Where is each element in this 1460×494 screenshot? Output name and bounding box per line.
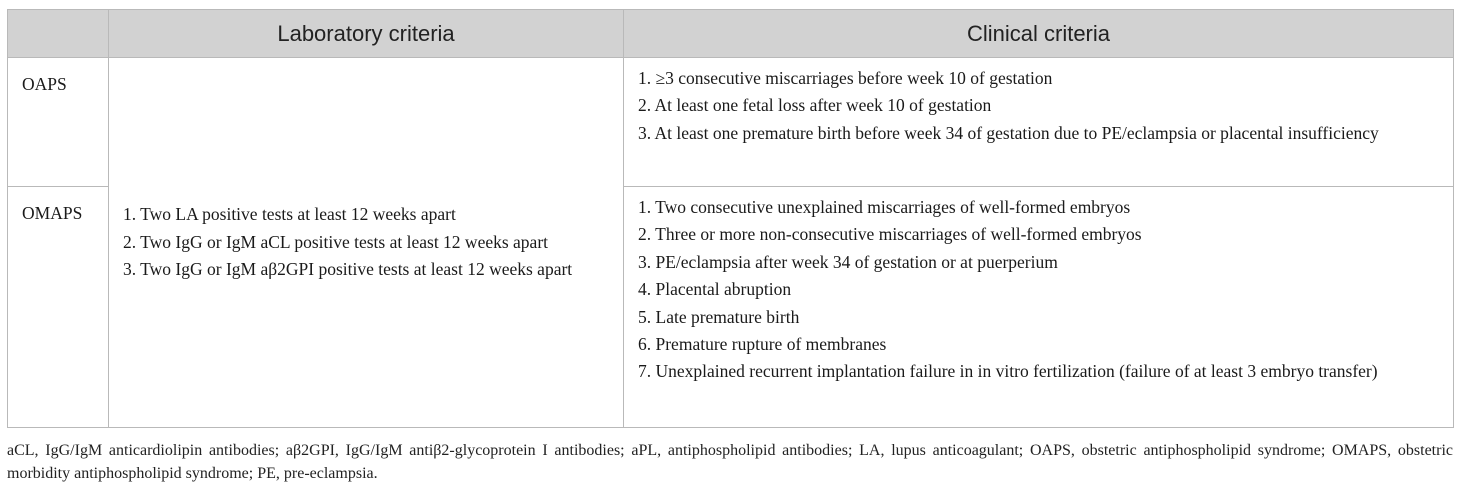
- omaps-item-6: 6. Premature rupture of membranes: [638, 334, 887, 355]
- header-clinical: Clinical criteria: [624, 10, 1454, 58]
- header-row: [8, 10, 1454, 58]
- lab-item-2: 2. Two IgG or IgM aCL positive tests at least 12 weeks apart: [123, 231, 549, 252]
- oaps-item-2: 2. At least one fetal loss after week 10 of gestation: [638, 95, 992, 116]
- lab-item-3: 3. Two IgG or IgM aβ2GPI positive tests at least 12 weeks apart: [123, 259, 573, 280]
- lab-item-1: 1. Two LA positive tests at least 12 weeks apart: [123, 204, 456, 225]
- header-laboratory: Laboratory criteria: [109, 10, 624, 58]
- criteria-table: [7, 9, 1454, 428]
- clinical-criteria-oaps: [624, 58, 1454, 187]
- table-footnote: aCL, IgG/IgM anticardiolipin antibodies; aβ2GPI, IgG/IgM antiβ2-glycoprotein I antibodies; aPL, antiphospholipid antibodies; LA, lupus anticoagulant; OAPS, obstetric antiphospholipid syndrome; OMAPS, obstetric morbidity antiphospholipid syndrome; PE, pre-eclampsia.: [7, 442, 1453, 482]
- row-label-oaps: OAPS: [8, 58, 109, 187]
- omaps-item-4: 4. Placental abruption: [638, 279, 792, 300]
- omaps-item-1: 1. Two consecutive unexplained miscarriages of well-formed embryos: [638, 197, 1131, 217]
- omaps-item-2: 2. Three or more non-consecutive miscarriages of well-formed embryos: [638, 224, 1142, 245]
- oaps-item-3: 3. At least one premature birth before week 34 of gestation due to PE/eclampsia or placental insufficiency: [638, 122, 1379, 143]
- omaps-item-7: 7. Unexplained recurrent implantation failure in in vitro fertilization (failure of at least 3 embryo transfer): [638, 361, 1378, 382]
- row-label-omaps: OMAPS: [8, 187, 109, 428]
- header-empty: [8, 10, 109, 58]
- omaps-item-5: 5. Late premature birth: [638, 306, 800, 327]
- omaps-item-3: 3. PE/eclampsia after week 34 of gestation or at puerperium: [638, 251, 1058, 272]
- oaps-item-1: 1. ≥3 consecutive miscarriages before week 10 of gestation: [638, 68, 1053, 88]
- laboratory-criteria-cell: [109, 58, 624, 428]
- clinical-criteria-omaps: [624, 187, 1454, 428]
- table-row-oaps: [8, 58, 1454, 187]
